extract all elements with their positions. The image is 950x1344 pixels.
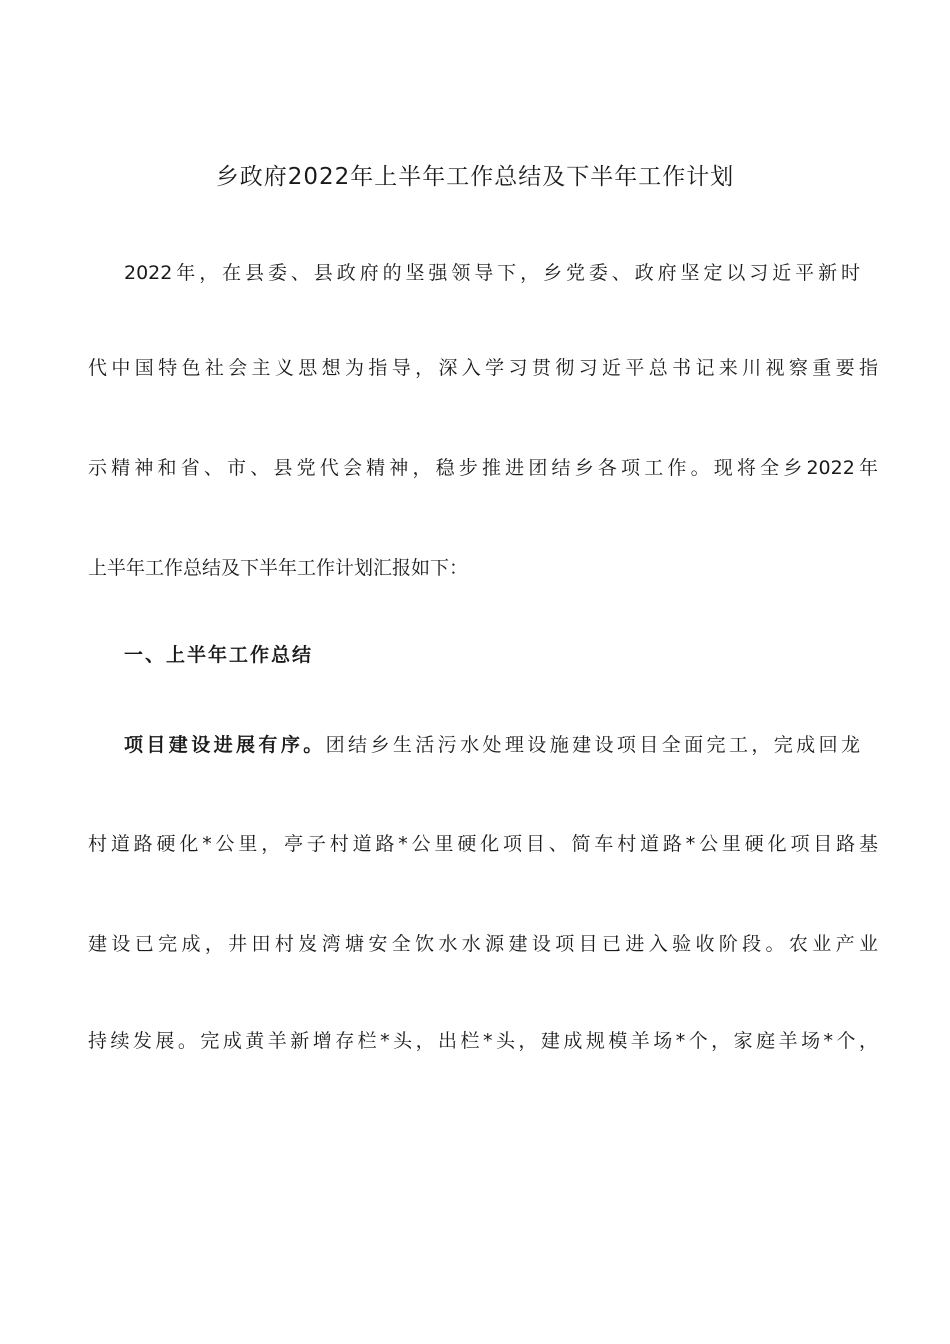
section-heading: 一、上半年工作总结 [124,644,314,666]
intro-line-2: 代中国特色社会主义思想为指导，深入学习贯彻习近平总书记来川视察重要指 [88,357,878,379]
para1-line-4: 持续发展。完成黄羊新增存栏*头，出栏*头，建成规模羊场*个，家庭羊场*个， [88,1030,878,1052]
para1-lead: 项目建设进展有序。 [124,734,326,756]
intro-line-3: 示精神和省、市、县党代会精神，稳步推进团结乡各项工作。现将全乡2022年 [88,457,878,479]
para1-line-1-rest: 团结乡生活污水处理设施建设项目全面完工，完成回龙 [325,734,860,756]
intro-line-4: 上半年工作总结及下半年工作计划汇报如下： [88,557,469,579]
para1-line-1 [124,730,860,757]
para1-line-2: 村道路硬化*公里，亭子村道路*公里硬化项目、简车村道路*公里硬化项目路基 [88,833,878,855]
document-title: 乡政府2022年上半年工作总结及下半年工作计划 [215,164,735,190]
para1-line-3: 建设已完成，井田村岌湾塘安全饮水水源建设项目已进入验收阶段。农业产业 [88,933,878,955]
intro-line-1: 2022年，在县委、县政府的坚强领导下，乡党委、政府坚定以习近平新时 [124,262,860,284]
